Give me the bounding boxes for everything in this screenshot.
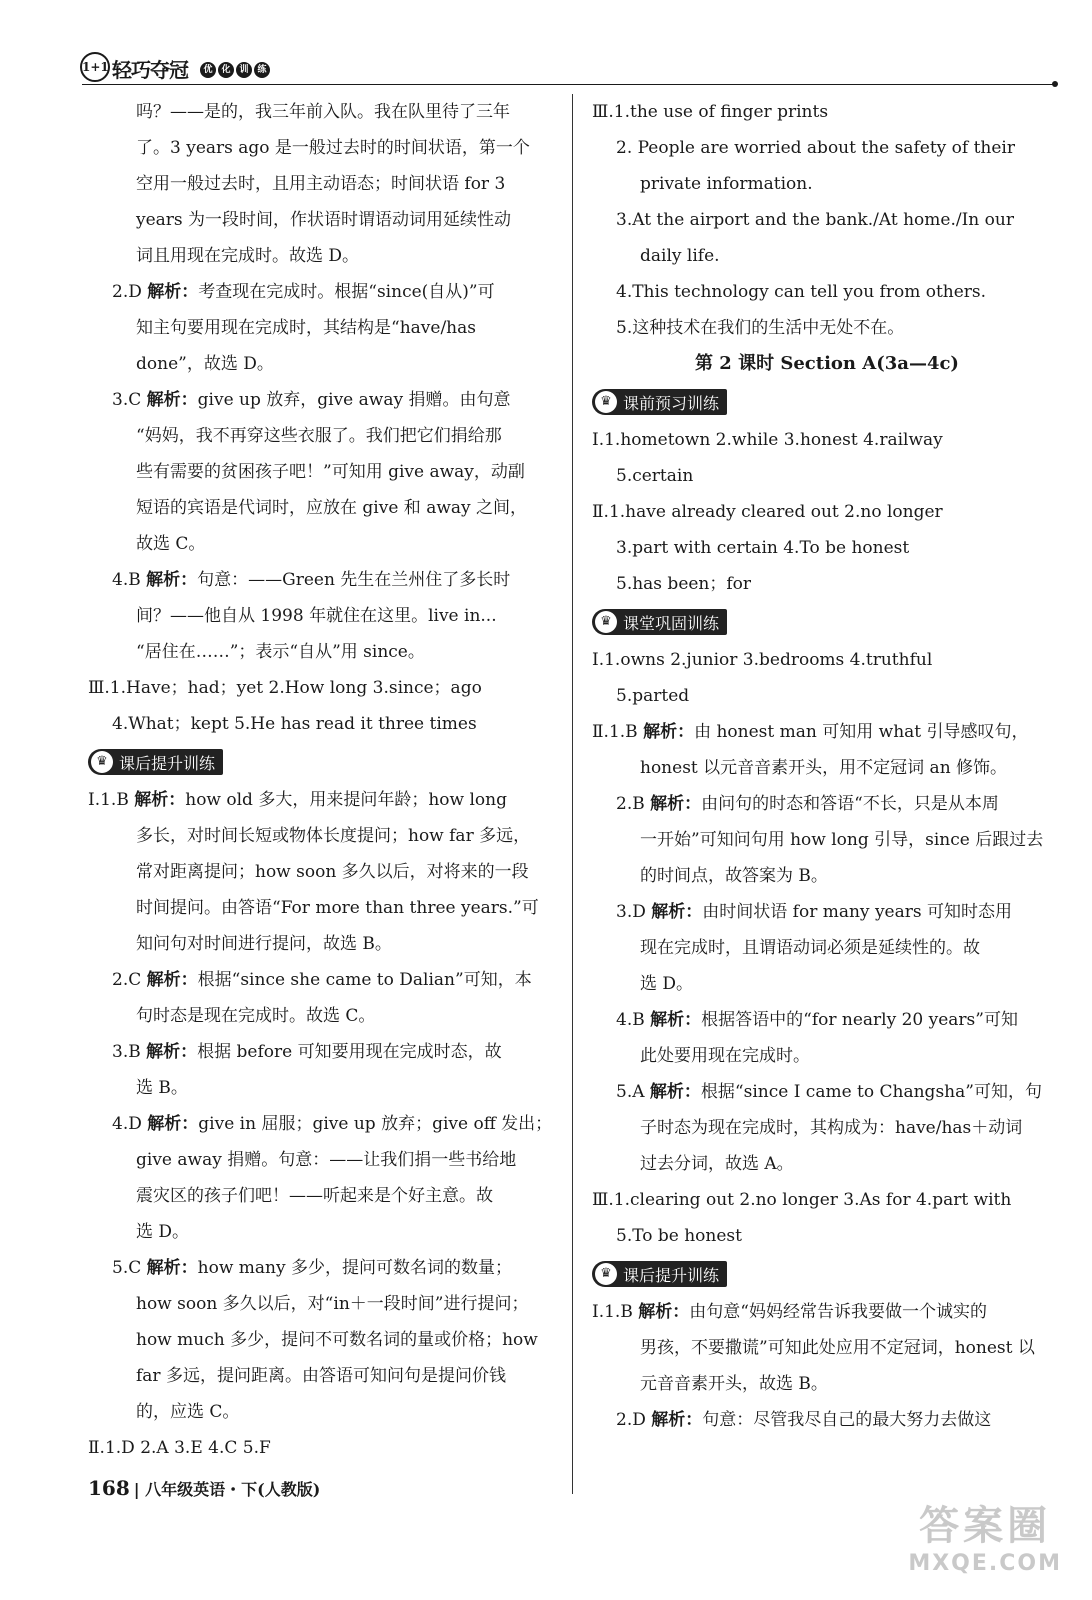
book-title: 八年级英语・下(人教版) bbox=[145, 1480, 321, 1499]
text-line: 现在完成时，且谓语动词必须是延续性的。故 bbox=[640, 938, 980, 958]
text-line: 过去分词，故选 A。 bbox=[640, 1154, 794, 1174]
answer-item: Ⅰ.1.owns 2.junior 3.bedrooms 4.truthful bbox=[592, 650, 933, 670]
text-line: years 为一段时间，作状语时谓语动词用延续性动 bbox=[136, 210, 512, 230]
text-line: daily life. bbox=[640, 246, 720, 266]
text-line: 的，应选 C。 bbox=[136, 1402, 240, 1422]
answer-item: Ⅰ.1.B 解析：由句意“妈妈经常告诉我要做一个诚实的 bbox=[592, 1302, 987, 1322]
badge: 训 bbox=[236, 62, 252, 78]
text-line: 吗？——是的，我三年前入队。我在队里待了三年 bbox=[136, 102, 510, 122]
text-line: 时间提问。由答语“For more than three years.”可 bbox=[136, 898, 539, 918]
text-line: give away 捐赠。句意：——让我们捐一些书给地 bbox=[136, 1150, 517, 1170]
answer-item: Ⅲ.1.Have；had；yet 2.How long 3.since；ago bbox=[88, 678, 482, 698]
text-line: “妈妈，我不再穿这些衣服了。我们把它们捐给那 bbox=[136, 426, 502, 446]
answer-item: 2.C 解析：根据“since she came to Dalian”可知，本 bbox=[112, 970, 532, 990]
left-column bbox=[88, 94, 558, 1466]
text-line: 震灾区的孩子们吧！——听起来是个好主意。故 bbox=[136, 1186, 493, 1206]
text-line: 此处要用现在完成时。 bbox=[640, 1046, 810, 1066]
badge: 优 bbox=[200, 62, 216, 78]
text-line: 了。3 years ago 是一般过去时的时间状语，第一个 bbox=[136, 138, 530, 158]
answer-item: 2.D 解析：考查现在完成时。根据“since(自从)”可 bbox=[112, 282, 495, 302]
section-banner: ♛ 课前预习训练 bbox=[592, 382, 1062, 422]
watermark-text: 答案圈 bbox=[919, 1503, 1052, 1549]
answer-item: 5.A 解析：根据“since I came to Changsha”可知，句 bbox=[616, 1082, 1042, 1102]
text-line: private information. bbox=[640, 174, 813, 194]
text-line: 故选 C。 bbox=[136, 534, 206, 554]
text-line: 词且用现在完成时。故选 D。 bbox=[136, 246, 360, 266]
text-line: 些有需要的贫困孩子吧！”可知用 give away，动副 bbox=[136, 462, 525, 482]
section-banner: ♛ 课堂巩固训练 bbox=[592, 602, 1062, 642]
text-line: 短语的宾语是代词时，应放在 give 和 away 之间， bbox=[136, 498, 528, 518]
answer-item: Ⅲ.1.the use of finger prints bbox=[592, 102, 829, 122]
answer-item: 4.This technology can tell you from others. bbox=[616, 282, 987, 302]
answer-item: 3.B 解析：根据 before 可知要用现在完成时态，故 bbox=[112, 1042, 502, 1062]
section-banner: ♛ 课后提升训练 bbox=[88, 742, 558, 782]
text-line: 子时态为现在完成时，其构成为：have/has＋动词 bbox=[640, 1118, 1023, 1138]
badge: 化 bbox=[218, 62, 234, 78]
answer-item: 3.At the airport and the bank./At home./In our bbox=[616, 210, 1014, 230]
text-line: 男孩，不要撒谎”可知此处应用不定冠词，honest 以 bbox=[640, 1338, 1035, 1358]
logo-icon: 1+1 bbox=[80, 52, 110, 82]
crown-icon: ♛ bbox=[91, 751, 113, 773]
text-line: honest 以元音音素开头，用不定冠词 an 修饰。 bbox=[640, 758, 1008, 778]
answer-item: 5.这种技术在我们的生活中无处不在。 bbox=[616, 318, 905, 338]
answer-item: Ⅰ.1.B 解析：how old 多大，用来提问年龄；how long bbox=[88, 790, 507, 810]
answer-item: 4.B 解析：句意：——Green 先生在兰州住了多长时 bbox=[112, 570, 511, 590]
text-line: 的时间点，故答案为 B。 bbox=[640, 866, 828, 886]
crown-icon: ♛ bbox=[595, 391, 617, 413]
logo-text: 轻巧夺冠 bbox=[112, 58, 188, 82]
answer-item: 2.B 解析：由问句的时态和答语“不长，只是从本周 bbox=[616, 794, 999, 814]
answer-item: Ⅱ.1.D 2.A 3.E 4.C 5.F bbox=[88, 1438, 271, 1458]
text-line: 元音音素开头，故选 B。 bbox=[640, 1374, 828, 1394]
answer-item: 3.C 解析：give up 放弃，give away 捐赠。由句意 bbox=[112, 390, 511, 410]
answer-item: 5.parted bbox=[616, 686, 690, 706]
text-line: 选 D。 bbox=[640, 974, 694, 994]
answer-item: 5.C 解析：how many 多少，提问可数名词的数量； bbox=[112, 1258, 512, 1278]
answer-item: 4.What；kept 5.He has read it three times bbox=[112, 714, 477, 734]
text-line: 空用一般过去时，且用主动语态；时间状语 for 3 bbox=[136, 174, 506, 194]
answer-item: 2.D 解析：句意：尽管我尽自己的最大努力去做这 bbox=[616, 1410, 992, 1430]
text-line: how soon 多久以后，对“in＋一段时间”进行提问； bbox=[136, 1294, 529, 1314]
text-line: 选 B。 bbox=[136, 1078, 188, 1098]
text-line: 间？——他自从 1998 年就住在这里。live in... bbox=[136, 606, 497, 626]
column-divider bbox=[572, 94, 573, 1494]
answer-item: Ⅱ.1.B 解析：由 honest man 可知用 what 引导感叹句， bbox=[592, 722, 1029, 742]
watermark-url: MXQE.COM bbox=[908, 1551, 1062, 1576]
crown-icon: ♛ bbox=[595, 611, 617, 633]
page-number: 168 bbox=[88, 1476, 130, 1500]
text-line: how much 多少，提问不可数名词的量或价格；how bbox=[136, 1330, 538, 1350]
text-line: 常对距离提问；how soon 多久以后，对将来的一段 bbox=[136, 862, 529, 882]
answer-item: 2. People are worried about the safety of their bbox=[616, 138, 1015, 158]
page-footer: 168 | 八年级英语・下(人教版) bbox=[88, 1476, 321, 1500]
answer-item: 5.certain bbox=[616, 466, 694, 486]
logo-badges bbox=[200, 57, 272, 78]
watermark-logo bbox=[908, 1494, 1062, 1576]
text-line: 一开始”可知问句用 how long 引导，since 后跟过去 bbox=[640, 830, 1044, 850]
text-line: 知问句对时间进行提问，故选 B。 bbox=[136, 934, 392, 954]
answer-item: Ⅰ.1.hometown 2.while 3.honest 4.railway bbox=[592, 430, 943, 450]
answer-item: 5.To be honest bbox=[616, 1226, 742, 1246]
section-title: 第 2 课时 Section A(3a—4c) bbox=[695, 353, 959, 374]
text-line: 多长，对时间长短或物体长度提问；how far 多远， bbox=[136, 826, 531, 846]
answer-item: 4.B 解析：根据答语中的“for nearly 20 years”可知 bbox=[616, 1010, 1018, 1030]
page-header bbox=[80, 48, 1055, 88]
answer-item: 3.part with certain 4.To be honest bbox=[616, 538, 910, 558]
text-line: 知主句要用现在完成时，其结构是“have/has bbox=[136, 318, 476, 338]
section-banner: ♛ 课后提升训练 bbox=[592, 1254, 1062, 1294]
answer-item: 3.D 解析：由时间状语 for many years 可知时态用 bbox=[616, 902, 1012, 922]
right-column bbox=[592, 94, 1062, 1438]
answer-item: 5.has been；for bbox=[616, 574, 752, 594]
text-line: 选 D。 bbox=[136, 1222, 190, 1242]
text-line: far 多远，提问距离。由答语可知问句是提问价钱 bbox=[136, 1366, 506, 1386]
text-line: “居住在……”；表示“自从”用 since。 bbox=[136, 642, 425, 662]
answer-item: Ⅱ.1.have already cleared out 2.no longer bbox=[592, 502, 943, 522]
text-line: 句时态是现在完成时。故选 C。 bbox=[136, 1006, 376, 1026]
answer-item: 4.D 解析：give in 屈服；give up 放弃；give off 发出； bbox=[112, 1114, 553, 1134]
crown-icon: ♛ bbox=[595, 1263, 617, 1285]
answer-item: Ⅲ.1.clearing out 2.no longer 3.As for 4.part with bbox=[592, 1190, 1012, 1210]
badge: 练 bbox=[254, 62, 270, 78]
text-line: done”，故选 D。 bbox=[136, 354, 274, 374]
header-rule bbox=[82, 84, 1056, 85]
